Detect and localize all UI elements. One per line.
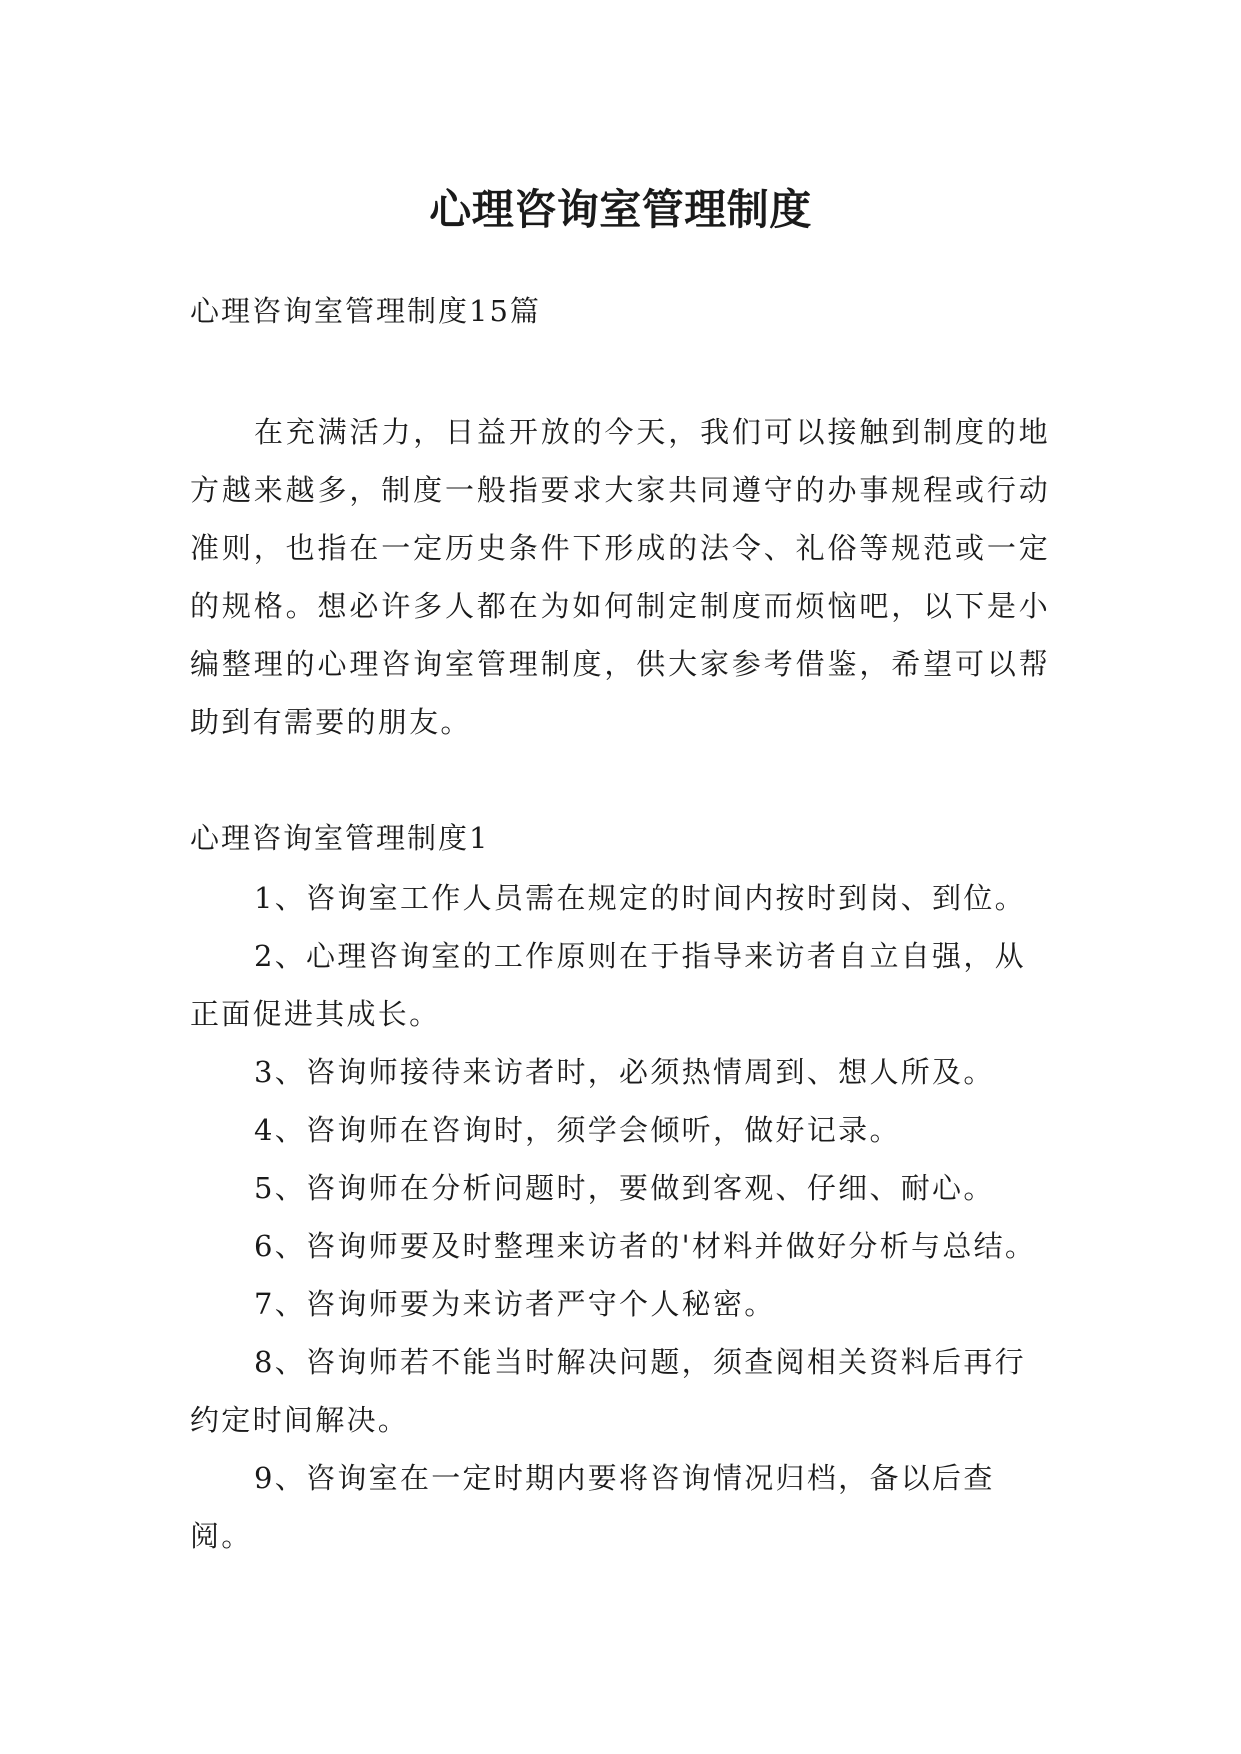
rule-item-9: 9、咨询室在一定时期内要将咨询情况归档，备以后查阅。 (190, 1461, 995, 1553)
rule-item-2: 2、心理咨询室的工作原则在于指导来访者自立自强，从正面促进其成长。 (190, 939, 1026, 1031)
rule-item-4: 4、咨询师在咨询时，须学会倾听，做好记录。 (254, 1113, 901, 1147)
rule-item-7: 7、咨询师要为来访者严守个人秘密。 (254, 1287, 776, 1321)
rule-item-1: 1、咨询室工作人员需在规定的时间内按时到岗、到位。 (254, 881, 1026, 915)
document-title: 心理咨询室管理制度 (429, 185, 812, 235)
rule-item-3: 3、咨询师接待来访者时，必须热情周到、想人所及。 (254, 1055, 995, 1089)
section-heading: 心理咨询室管理制度1 (190, 821, 490, 855)
rule-item-6: 6、咨询师要及时整理来访者的'材料并做好分析与总结。 (254, 1229, 1037, 1263)
rule-item-8: 8、咨询师若不能当时解决问题，须查阅相关资料后再行约定时间解决。 (190, 1345, 1026, 1437)
document-subtitle: 心理咨询室管理制度15篇 (190, 294, 541, 328)
rules-list (190, 869, 1050, 1565)
rule-item-5: 5、咨询师在分析问题时，要做到客观、仔细、耐心。 (254, 1171, 995, 1205)
intro-paragraph: 在充满活力，日益开放的今天，我们可以接触到制度的地方越来越多，制度一般指要求大家共同遵守的办事规程或行动准则，也指在一定历史条件下形成的法令、礼俗等规范或一定的规格。想必许多人都在为如何制定制度而烦恼吧，以下是小编整理的心理咨询室管理制度，供大家参考借鉴，希望可以帮助到有需要的朋友。 (190, 415, 1050, 739)
